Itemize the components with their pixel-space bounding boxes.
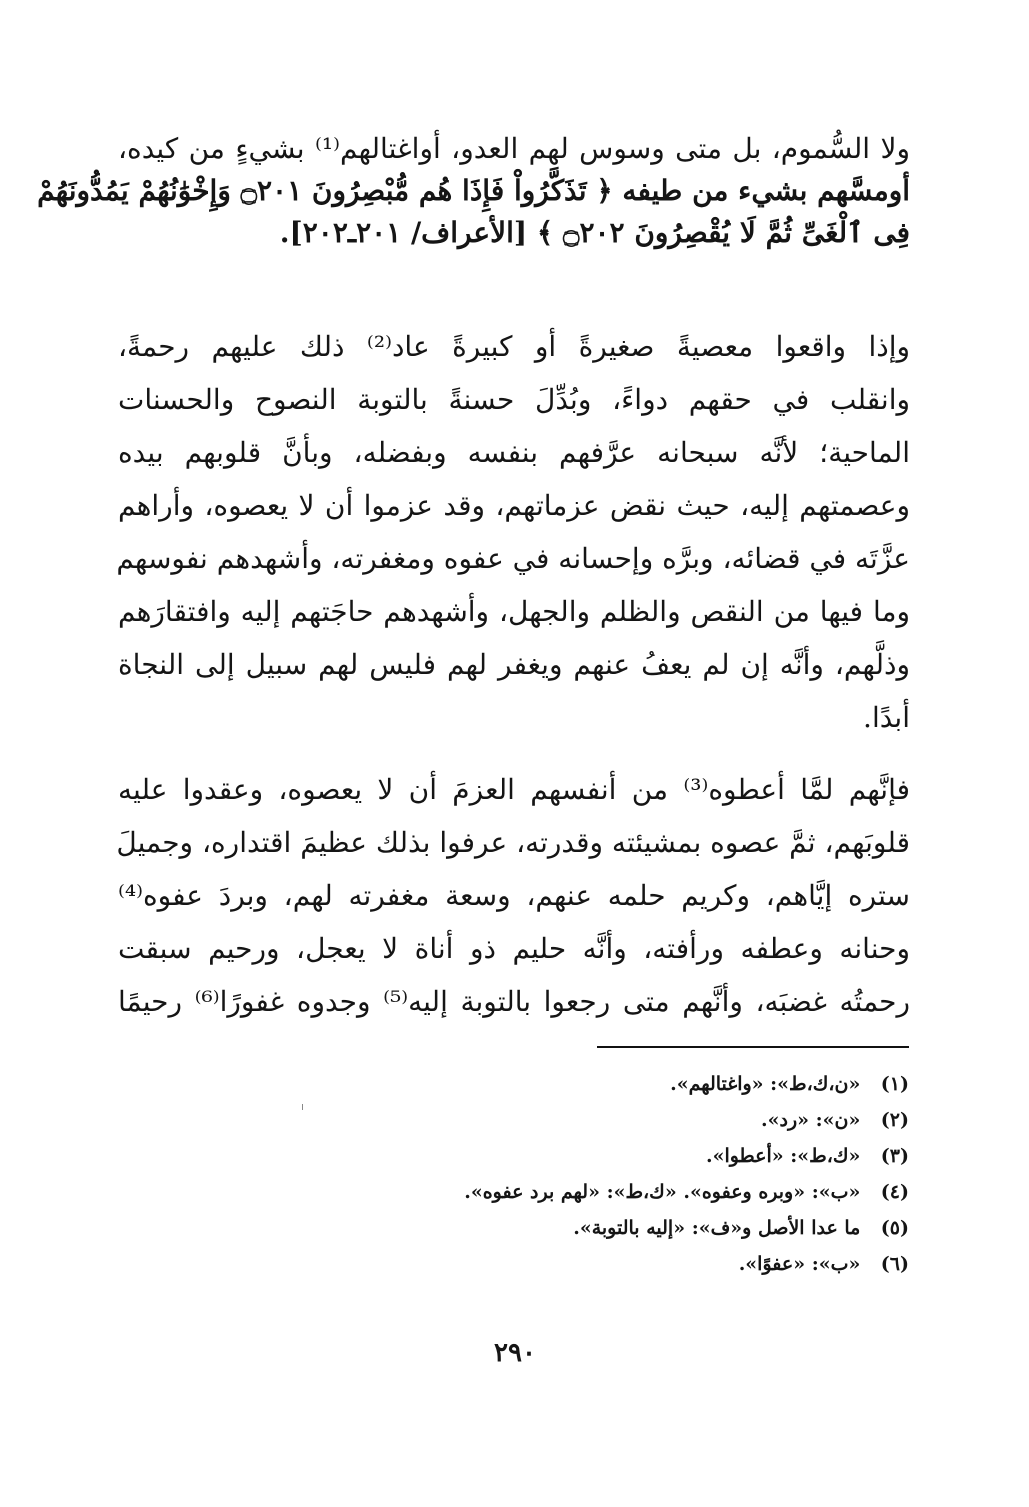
footnote-number: (١) bbox=[880, 1073, 909, 1095]
text-line: ولا السُّموم، بل متى وسوس لهم العدو، أواغتالهم⁽¹⁾ بشيءٍ من كيده، bbox=[118, 132, 910, 165]
text-line: قلوبَهم، ثمَّ عصوه بمشيئته وقدرته، عرفوا بذلك عظيمَ اقتداره، وجميلَ bbox=[116, 826, 910, 859]
text-line: رحمتُه غضبَه، وأنَّهم متى رجعوا بالتوبة إليه⁽⁵⁾ وجدوه غفورًا⁽⁶⁾ رحيمًا bbox=[118, 985, 910, 1018]
footnote bbox=[349, 1246, 909, 1282]
paragraph-2 bbox=[118, 320, 910, 744]
text-line: الماحية؛ لأنَّه سبحانه عرَّفهم بنفسه وبفضله، وبأنَّ قلوبهم بيده bbox=[118, 436, 910, 469]
scan-speck bbox=[302, 1104, 303, 1110]
footnote-number: (٦) bbox=[880, 1253, 909, 1275]
footnote-text: «ن»: «رد». bbox=[761, 1109, 861, 1131]
footnote-number: (٣) bbox=[880, 1145, 909, 1167]
text-line: وما فيها من النقص والظلم والجهل، وأشهدهم حاجَتهم إليه وافتقارَهم bbox=[118, 595, 910, 628]
footnote-text: «ن،ك،ط»: «واغتالهم». bbox=[670, 1073, 861, 1095]
text-line: وذلَّهم، وأنَّه إن لم يعفُ عنهم ويغفر لهم فليس لهم سبيل إلى النجاة bbox=[118, 648, 910, 681]
text-line: فإنَّهم لمَّا أعطوه⁽³⁾ من أنفسهم العزمَ أن لا يعصوه، وعقدوا عليه bbox=[118, 773, 910, 806]
footnote bbox=[349, 1102, 909, 1138]
footnote-number: (٤) bbox=[880, 1181, 909, 1203]
footnote-text: «ب»: «عفوًا». bbox=[738, 1253, 861, 1275]
quran-verse-line: أومسَّهم بشيء من طيفه ﴿ تَذَكَّرُواْ فَإِذَا هُم مُّبْصِرُونَ ۝٢٠١ وَإِخْوَٰنُهُمْ يَمُدُّونَهُمْ bbox=[37, 174, 910, 207]
text-line: أبدًا. bbox=[863, 701, 910, 734]
text-line: ستره إيَّاهم، وكريم حلمه عنهم، وسعة مغفرته لهم، وبردَ عفوه⁽⁴⁾ bbox=[118, 879, 910, 912]
footnote-separator bbox=[597, 1046, 909, 1048]
footnote bbox=[349, 1210, 909, 1246]
footnote-text: «ب»: «وبره وعفوه». «ك،ط»: «لهم برد عفوه». bbox=[464, 1181, 861, 1203]
text-line: عزَّتَه في قضائه، وبرَّه وإحسانه في عفوه ومغفرته، وأشهدهم نفوسهم bbox=[116, 542, 910, 575]
footnote bbox=[349, 1138, 909, 1174]
footnote bbox=[349, 1066, 909, 1102]
footnote-text: «ك،ط»: «أعطوا». bbox=[705, 1145, 861, 1167]
page-number: ٢٩٠ bbox=[494, 1338, 536, 1368]
quran-verse-line: فِى ٱلْغَىِّ ثُمَّ لَا يُقْصِرُونَ ۝٢٠٢ ﴾ [الأعراف/ ٢٠١ـ٢٠٢]. bbox=[279, 216, 910, 249]
footnote-text: ما عدا الأصل و«ف»: «إليه بالتوبة». bbox=[573, 1217, 861, 1239]
text-line: وانقلب في حقهم دواءً، وبُدِّلَ حسنةً بالتوبة النصوح والحسنات bbox=[118, 383, 910, 416]
text-line: وحنانه وعطفه ورأفته، وأنَّه حليم ذو أناة لا يعجل، ورحيم سبقت bbox=[118, 932, 910, 965]
footnotes bbox=[349, 1066, 909, 1282]
footnote bbox=[349, 1174, 909, 1210]
footnote-number: (٢) bbox=[880, 1109, 909, 1131]
paragraph-3 bbox=[118, 763, 910, 1028]
text-line: وإذا واقعوا معصيةً صغيرةً أو كبيرةً عاد⁽²⁾ ذلك عليهم رحمةً، bbox=[118, 330, 910, 363]
paragraph-1 bbox=[37, 128, 910, 254]
text-line: وعصمتهم إليه، حيث نقض عزماتهم، وقد عزموا أن لا يعصوه، وأراهم bbox=[118, 489, 910, 522]
footnote-number: (٥) bbox=[880, 1217, 909, 1239]
